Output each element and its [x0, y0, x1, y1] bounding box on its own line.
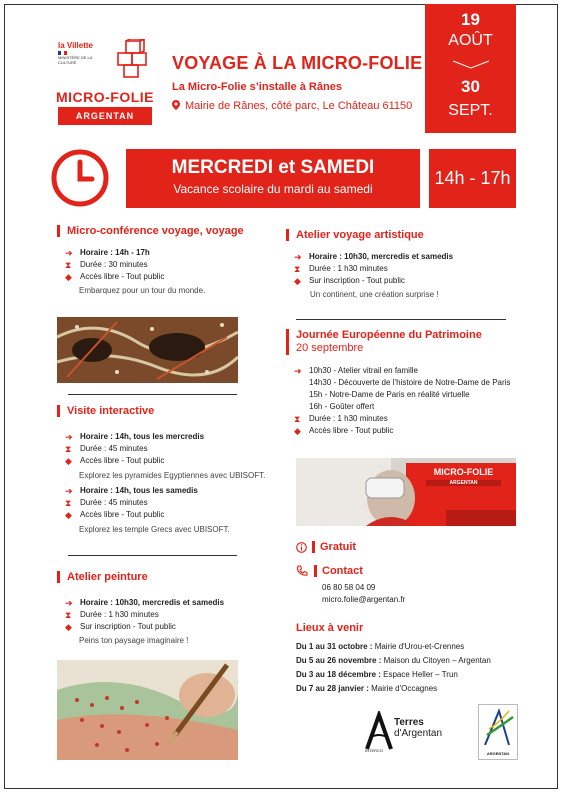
divider — [68, 394, 237, 395]
phone-icon — [296, 565, 308, 577]
address — [172, 100, 412, 112]
end-day: 30 — [461, 77, 480, 96]
address-text: Mairie de Rânes, côté parc, Le Château 61150 — [185, 100, 413, 112]
row-acces: ◆ Accès libre - Tout public — [294, 426, 394, 436]
row-acces: ◆ Accès libre - Tout public — [65, 510, 165, 520]
case-sublabel: ARGENTAN — [426, 480, 501, 486]
section-title: Atelier voyage artistique — [286, 229, 516, 241]
hours-box: 14h - 17h — [429, 149, 516, 208]
clock-icon — [50, 148, 110, 208]
hourglass-icon: ⧗ — [65, 610, 72, 620]
days-banner — [126, 149, 420, 208]
row-duree: ⧗ Durée : 30 minutes — [65, 260, 148, 270]
row-acces: ◆ Sur inscription - Tout public — [294, 276, 405, 286]
chevron-down-icon — [452, 60, 490, 70]
hourglass-icon: ⧗ — [65, 444, 72, 454]
cubes-icon — [112, 39, 152, 79]
arrow-right-icon: ➜ — [65, 432, 73, 442]
row-horaire: ➜ Horaire : 10h30, mercredis et samedis — [294, 252, 454, 262]
terres-line2: d'Argentan — [394, 728, 443, 739]
ticket-icon: ◆ — [65, 456, 72, 466]
row-note: Peins ton paysage imaginaire ! — [79, 636, 189, 645]
row-duree: ⧗ Durée : 1 h30 minutes — [294, 414, 388, 424]
divider — [296, 319, 506, 320]
start-day: 19 — [461, 10, 480, 29]
contact-phone[interactable]: 06 80 58 04 09 — [322, 583, 376, 592]
arrow-right-icon: ➜ — [294, 366, 302, 376]
contact-title: Contact — [314, 565, 363, 577]
section-visite — [57, 405, 287, 535]
ticket-icon: ◆ — [294, 276, 301, 286]
arrow-right-icon: ➜ — [294, 252, 302, 262]
section-title: Visite interactive — [57, 405, 287, 417]
lieux-item: Du 7 au 28 janvier : Mairie d'Occagnes — [296, 684, 438, 693]
section-title: Atelier peinture — [57, 571, 287, 583]
gratuit-heading: Gratuit — [296, 541, 356, 553]
logo-city: ARGENTAN — [58, 107, 152, 125]
arrow-right-icon: ➜ — [65, 486, 73, 496]
date-box — [425, 4, 516, 133]
row-acces: ◆ Accès libre - Tout public — [65, 272, 165, 282]
row-horaire: ➜ Horaire : 14h - 17h — [65, 248, 150, 258]
row-acces: ◆ Accès libre - Tout public — [65, 456, 165, 466]
ticket-icon: ◆ — [65, 622, 72, 632]
terres-a-icon — [365, 711, 395, 751]
row-note: Embarquez pour un tour du monde. — [79, 286, 206, 295]
section-lieux — [296, 622, 526, 696]
section-title: Journée Européenne du Patrimoine 20 septembre — [286, 329, 516, 355]
section-conference — [57, 225, 287, 296]
lieux-title: Lieux à venir — [296, 622, 364, 634]
end-month: SEPT. — [448, 102, 493, 119]
contact-block — [296, 565, 405, 606]
page-title: VOYAGE À LA MICRO-FOLIE — [172, 53, 423, 73]
days-title: MERCREDI et SAMEDI — [171, 157, 375, 178]
lieux-item: Du 5 au 26 novembre : Maison du Citoyen – Argentan — [296, 656, 491, 665]
row-note: Explorez les temple Grecs avec UBISOFT. — [79, 525, 230, 534]
terres-small: INTERCO — [365, 748, 383, 753]
vr-photo — [296, 458, 516, 526]
row-horaire: ➜ Horaire : 10h30, mercredis et samedis — [65, 598, 225, 608]
row-note: Explorez les pyramides Egyptiennes avec UBISOFT. — [79, 471, 266, 480]
hourglass-icon: ⧗ — [294, 264, 301, 274]
argentan-logo-text: ARGENTAN — [486, 751, 510, 756]
terres-line1: Terres — [394, 717, 424, 728]
logo-villette: la Villette — [58, 41, 93, 50]
row-acces: ◆ Sur inscription - Tout public — [65, 622, 176, 632]
painting-photo — [57, 660, 238, 760]
hourglass-icon: ⧗ — [294, 414, 301, 424]
row-program: ➜ 10h30 - Atelier vitrail en famille — [294, 366, 418, 376]
aboriginal-art-photo — [57, 317, 238, 383]
ticket-icon: ◆ — [65, 510, 72, 520]
divider — [68, 555, 237, 556]
page-subtitle: La Micro-Folie s’installe à Rânes — [172, 81, 342, 93]
micro-folie-logo — [55, 37, 155, 132]
info-icon — [296, 542, 307, 553]
hourglass-icon: ⧗ — [65, 498, 72, 508]
row-horaire: ➜ Horaire : 14h, tous les samedis — [65, 486, 198, 496]
argentan-emblem-icon — [479, 705, 517, 749]
arrow-right-icon: ➜ — [65, 598, 73, 608]
start-month: AOÛT — [448, 32, 493, 49]
logo-ministry: MINISTÈRE DE LA CULTURE — [58, 55, 93, 65]
row-duree: ⧗ Durée : 45 minutes — [65, 444, 148, 454]
argentan-logo — [478, 704, 518, 760]
days-subtitle: Vacance scolaire du mardi au samedi — [173, 182, 373, 196]
lieux-item: Du 1 au 31 octobre : Mairie d'Urou-et-Crennes — [296, 642, 465, 651]
arrow-right-icon: ➜ — [65, 248, 73, 258]
logo-name: MICRO-FOLIE — [55, 89, 155, 105]
ticket-icon: ◆ — [294, 426, 301, 436]
section-artistique — [286, 229, 516, 300]
section-patrimoine — [286, 329, 516, 437]
case-label: MICRO-FOLIE — [433, 467, 494, 477]
row-horaire: ➜ Horaire : 14h, tous les mercredis — [65, 432, 205, 442]
section-peinture — [57, 571, 287, 646]
lieux-item: Du 3 au 18 décembre : Espace Heller – Trun — [296, 670, 458, 679]
location-pin-icon — [172, 100, 180, 110]
terres-argentan-logo — [365, 711, 460, 753]
row-duree: ⧗ Durée : 45 minutes — [65, 498, 148, 508]
row-duree: ⧗ Durée : 1 h30 minutes — [294, 264, 388, 274]
row-note: Un continent, une création surprise ! — [310, 290, 439, 299]
row-duree: ⧗ Durée : 1 h30 minutes — [65, 610, 159, 620]
contact-email[interactable]: micro.folie@argentan.fr — [322, 595, 406, 604]
row-program: 16h - Goûter offert — [309, 402, 375, 411]
row-program: 14h30 - Découverte de l’histoire de Notre-Dame de Paris — [309, 378, 511, 387]
ticket-icon: ◆ — [65, 272, 72, 282]
section-title: Micro-conférence voyage, voyage — [57, 225, 287, 237]
row-program: 15h - Notre-Dame de Paris en réalité virtuelle — [309, 390, 470, 399]
hourglass-icon: ⧗ — [65, 260, 72, 270]
